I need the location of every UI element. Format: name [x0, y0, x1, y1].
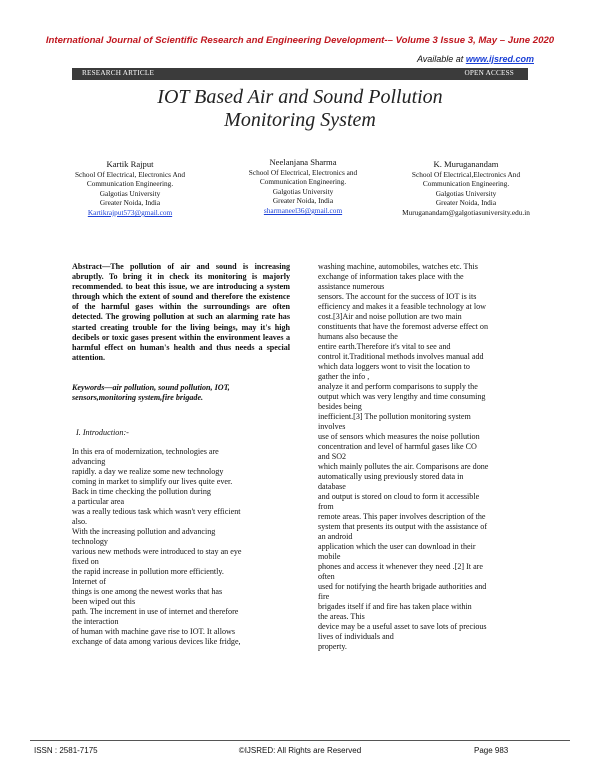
text-line: an android [318, 532, 353, 541]
text-line: remote areas. This paper involves description of the [318, 512, 486, 521]
journal-link[interactable]: www.ijsred.com [465, 54, 534, 64]
text-line: automatically using previously stored data in [318, 472, 464, 481]
text-line: Internet of [72, 577, 106, 586]
author-affiliation: Galgotias University [435, 188, 497, 198]
text-line: mobile [318, 552, 341, 561]
text-line: often [318, 572, 335, 581]
text-line: phones and access it whenever they need .[2] It are [318, 562, 483, 571]
text-line: coming in market to simplify our lives quite ever. [72, 477, 233, 486]
footer-page-number: Page 983 [474, 746, 509, 755]
text-line: rapidly. a day we realize some new technology [72, 467, 224, 476]
keywords: Keywords—air pollution, sound pollution, IOT, sensors,monitoring system,fire brigade. [72, 383, 230, 403]
text-line: database [318, 482, 346, 491]
title-line: Monitoring System [224, 109, 376, 131]
text-line: used for notifying the hearth brigade authorities and [318, 582, 487, 591]
text-line: exchange of data among various devices like fridge, [72, 637, 241, 646]
author-affiliation: Greater Noida, India [99, 198, 161, 208]
text-line: things is one among the newest works that has [72, 587, 223, 596]
text-line: also. [72, 517, 88, 526]
footer-divider [30, 740, 570, 741]
text-line: fixed on [72, 557, 99, 566]
paper-title [0, 86, 600, 132]
research-article-label: RESEARCH ARTICLE [82, 69, 155, 77]
text-line: involves [318, 422, 346, 431]
right-column [318, 262, 538, 652]
text-line: concentration and level of harmful gases like CO [318, 442, 477, 451]
text-line: property. [318, 642, 347, 651]
author-email[interactable]: Kartikrajput573@gmail.com [87, 207, 173, 217]
text-line: constituents that have the foremost adverse effect on [318, 322, 488, 331]
text-line: system that presents its output with the assistance of [318, 522, 488, 531]
available-prefix: Available at [416, 54, 466, 64]
journal-header: International Journal of Scientific Research and Engineering Development-– Volume 3 Issue 3, May – June 2020 [45, 35, 555, 46]
author-affiliation: Communication Engineering. [259, 177, 347, 187]
text-line: advancing [72, 457, 106, 466]
footer-issn: ISSN : 2581-7175 [34, 746, 98, 755]
text-line: humans also because the [318, 332, 398, 341]
author-email: Muruganandam@galgotiasuniversity.edu.in [402, 207, 530, 217]
text-line: brigades itself if and fire has taken place within [318, 602, 472, 611]
text-line: which mainly pollutes the air. Comparisons are done [318, 462, 489, 471]
text-line: fire [318, 592, 330, 601]
text-line: a particular area [72, 497, 125, 506]
text-line: With the increasing pollution and advancing [72, 527, 216, 536]
text-line: lives of individuals and [318, 632, 394, 641]
author-affiliation: Galgotias University [99, 188, 161, 198]
text-line: and SO2 [318, 452, 347, 461]
text-line: exchange of information takes place with the [318, 272, 464, 281]
open-access-label: OPEN ACCESS [464, 69, 514, 77]
availability-line [417, 54, 534, 64]
text-line: cost.[3]Air and noise pollution are two main [318, 312, 462, 321]
abstract: Abstract—The pollution of air and sound is increasing abruptly. To bring it in check its monitoring is majorly recommended. to beat this issue, we are introducing a system through which the extent of sound and therefore the existence of the harmful gases within the surroundings are often detected. The growing pollution at such an alarming rate has started creating trouble for the living beings, may it's high decibels or toxic gases present within the environment leaves a harmful effect on human's health and thus needs a special attention. [72, 262, 290, 362]
text-line: the areas. This [318, 612, 365, 621]
section-heading: I. Introduction:- [76, 428, 129, 437]
text-line: Back in time checking the pollution during [72, 487, 211, 496]
author-email[interactable]: sharmaneel36@gmail.com [263, 205, 343, 215]
text-line: which data loggers wont to visit the location to [318, 362, 470, 371]
text-line: been wiped out this [72, 597, 136, 606]
author-block [55, 160, 205, 218]
footer-copyright: ©IJSRED: All Rights are Reserved [238, 746, 362, 755]
text-line: was a really tedious task which wasn't very efficient [72, 507, 241, 516]
author-name: K. Muruganandam [433, 159, 499, 169]
text-line: device may be a useful asset to save lots of precious [318, 622, 487, 631]
author-affiliation: School Of Electrical,Electronics And [411, 169, 521, 179]
author-affiliation: Greater Noida, India [272, 196, 334, 206]
text-line: application which the user can download in their [318, 542, 476, 551]
author-name: Kartik Rajput [106, 159, 154, 169]
author-block [368, 160, 564, 218]
text-line: besides being [318, 402, 362, 411]
author-affiliation: Communication Engineering. [422, 179, 510, 189]
text-line: control it.Traditional methods involves manual add [318, 352, 484, 361]
text-line: entire earth.Therefore it's vital to see and [318, 342, 451, 351]
text-line: gather the info , [318, 372, 370, 381]
text-line: and output is stored on cloud to form it accessible [318, 492, 480, 501]
author-affiliation: Communication Engineering. [86, 179, 174, 189]
text-line: analyze it and perform comparisons to supply the [318, 382, 478, 391]
text-line: various new methods were introduced to stay an eye [72, 547, 242, 556]
author-affiliation: School Of Electrical, Electronics and [248, 167, 358, 177]
text-line: of human with machine gave rise to IOT. It allows [72, 627, 236, 636]
article-banner [72, 68, 528, 80]
text-line: output which was very lengthy and time consuming [318, 392, 486, 401]
text-line: technology [72, 537, 108, 546]
title-line: IOT Based Air and Sound Pollution [157, 86, 443, 108]
author-name: Neelanjana Sharma [269, 157, 337, 167]
text-line: efficiency and makes it a feasible technology at low [318, 302, 486, 311]
text-line: from [318, 502, 334, 511]
text-line: use of sensors which measures the noise pollution [318, 432, 480, 441]
text-line: the rapid increase in pollution more efficiently. [72, 567, 224, 576]
author-block [228, 158, 378, 216]
text-line: inefficient.[3] The pollution monitoring system [318, 412, 471, 421]
text-line: washing machine, automobiles, watches etc. This [318, 262, 478, 271]
author-affiliation: Greater Noida, India [435, 198, 497, 208]
text-line: assistance numerous [318, 282, 385, 291]
text-line: sensors. The account for the success of IOT is its [318, 292, 477, 301]
text-line: In this era of modernization, technologies are [72, 447, 219, 456]
author-affiliation: School Of Electrical, Electronics And [74, 169, 186, 179]
text-line: the interaction [72, 617, 119, 626]
author-affiliation: Galgotias University [272, 186, 334, 196]
text-line: path. The increment in use of internet and therefore [72, 607, 239, 616]
intro-column [72, 447, 290, 647]
